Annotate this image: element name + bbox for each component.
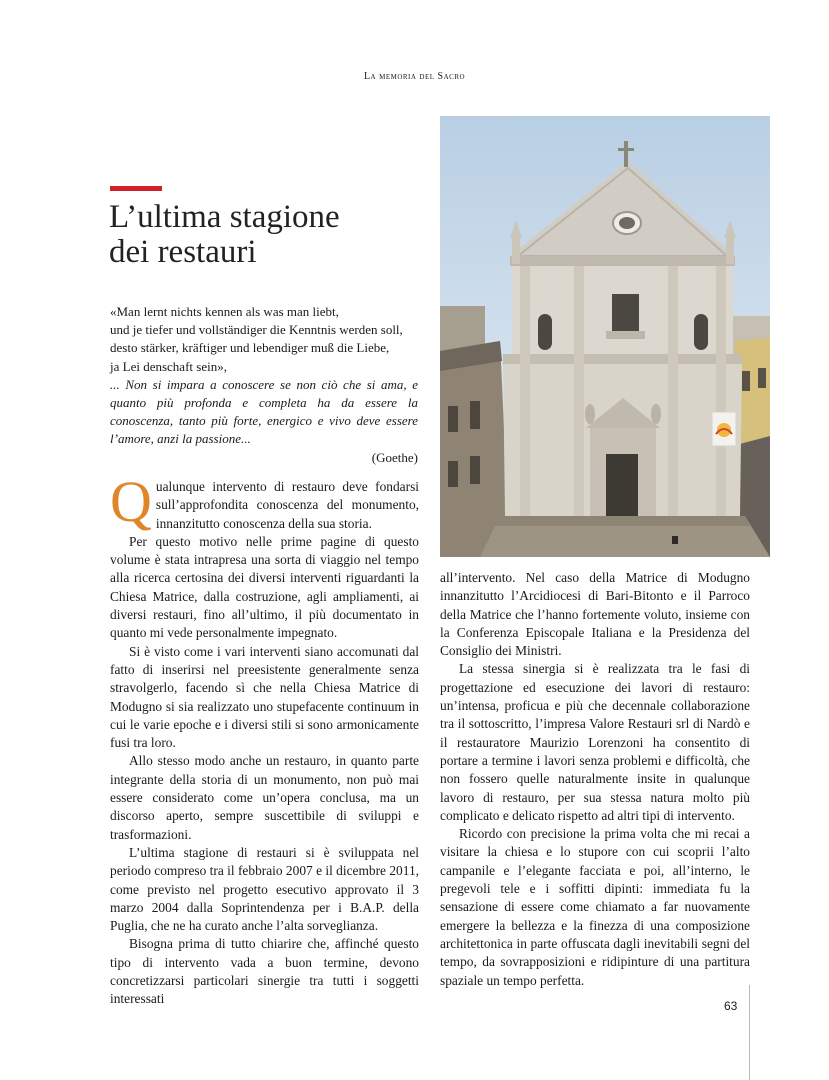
- epigraph-italian: ... Non si impara a conoscere se non ciò che si ama, e quanto più profonda e completa ha da essere la conoscenza, tanto più forte, energico e vivo deve essere l’amore, anzi la passione...: [110, 376, 418, 447]
- title-line-2: dei restauri: [109, 234, 257, 270]
- drop-cap: Q: [110, 469, 152, 534]
- epigraph-german-line: und je tiefer und vollständiger die Kenntnis werden soll,: [110, 322, 403, 338]
- body-paragraph: L’ultima stagione di restauri si è sviluppata nel periodo compreso tra il febbraio 2007 e il dicembre 2011, come previsto nel progetto esecutivo approvato il 3 marzo 2004 dalla Soprintendenza per i B.A.P. della Puglia, che ne ha curato anche l’alta sorveglianza.: [110, 844, 419, 934]
- body-paragraph: Per questo motivo nelle prime pagine di questo volume è stata intrapresa una sorta di viaggio nel tempo alla ricerca certosina dei diversi interventi riguardanti la Chiesa Matrice, dalla costruzione, agli ampliamenti, ai diversi restauri, fino all’ultimo, il più documentato in quanto mi vede personalmente impegnato.: [110, 533, 419, 641]
- epigraph-german-line: «Man lernt nichts kennen als was man liebt,: [110, 304, 339, 319]
- body-paragraph: Bisogna prima di tutto chiarire che, affinché questo tipo di intervento vada a buon termine, devono concretizzarsi particolari sinergie tra tutti i soggetti interessati: [110, 936, 419, 1007]
- title-line-1: L’ultima stagione: [109, 199, 340, 235]
- title-accent-rule: [110, 186, 162, 191]
- epigraph-german-line: desto stärker, kräftiger und lebendiger muß die Liebe,: [110, 340, 390, 356]
- epigraph: [110, 303, 418, 467]
- margin-rule: [749, 985, 750, 1080]
- body-paragraph: Allo stesso modo anche un restauro, in quanto parte integrante della storia di un monumento, non può mai essere considerato come un’opera conclusa, ma un discorso aperto, sempre suscettibile di sviluppi e trasformazioni.: [110, 753, 419, 842]
- epigraph-german-line: ja Lei denschaft sein»,: [110, 358, 227, 374]
- body-paragraph: Si è visto come i vari interventi siano accomunati dal fatto di inserirsi nel preesistente generalmente senza stravolgerlo, facendo sì che nella Chiesa Matrice di Modugno si sia realizzato uno stupefacente continuum in cui le varie epoche e i diversi stili si sono armonicamente fusi tra loro.: [110, 643, 419, 751]
- body-paragraph: Ricordo con precisione la prima volta che mi recai a visitare la chiesa e lo stupore con cui scoprii l’alto campanile e l’elegante facciata e poi, all’interno, le pregevoli tele e i soffitti dipinti: immediata fu la sensazione di essere come chiamato a far nuovamente emergere la bellezza e la finezza di una composizione architettonica in parte offuscata dagli inevitabili segni del tempo, da sovrapposizioni e ridipinture di una partitura spaziale un tempo perfetta.: [440, 826, 750, 988]
- church-facade-photo: [440, 116, 770, 557]
- page-number: 63: [724, 999, 738, 1013]
- body-column-right: [440, 569, 750, 990]
- epigraph-attribution: (Goethe): [371, 449, 418, 465]
- chapter-title: [109, 200, 429, 270]
- body-paragraph: Qualunque intervento di restauro deve fondarsi sull’approfondita conoscenza del monumento, innanzitutto conoscenza della sua storia.: [110, 469, 419, 534]
- running-header: La memoria del Sacro: [363, 71, 466, 82]
- body-column-left: [110, 469, 419, 1009]
- body-paragraph: all’intervento. Nel caso della Matrice di Modugno innanzitutto l’Arcidiocesi di Bari-Bitonto e il Parroco della Matrice che l’hanno fortemente voluto, insieme con la Conferenza Episcopale Italiana e la Presidenza del Consiglio dei Ministri.: [440, 570, 750, 659]
- body-paragraph: La stessa sinergia si è realizzata tra le fasi di progettazione ed esecuzione dei lavori di restauro: un’intensa, proficua e più che decennale collaborazione tra il sottoscritto, l’impresa Valore Restauri srl di Nardò e il restauratore Maurizio Lorenzoni ha consentito di portare a termine i lavori senza problemi e difficoltà, che non fossero quelle naturalmente insite in qualunque lavoro di restauro, per sua stessa natura molto più complicato e delicato rispetto ad altri tipi di intervento.: [440, 661, 750, 823]
